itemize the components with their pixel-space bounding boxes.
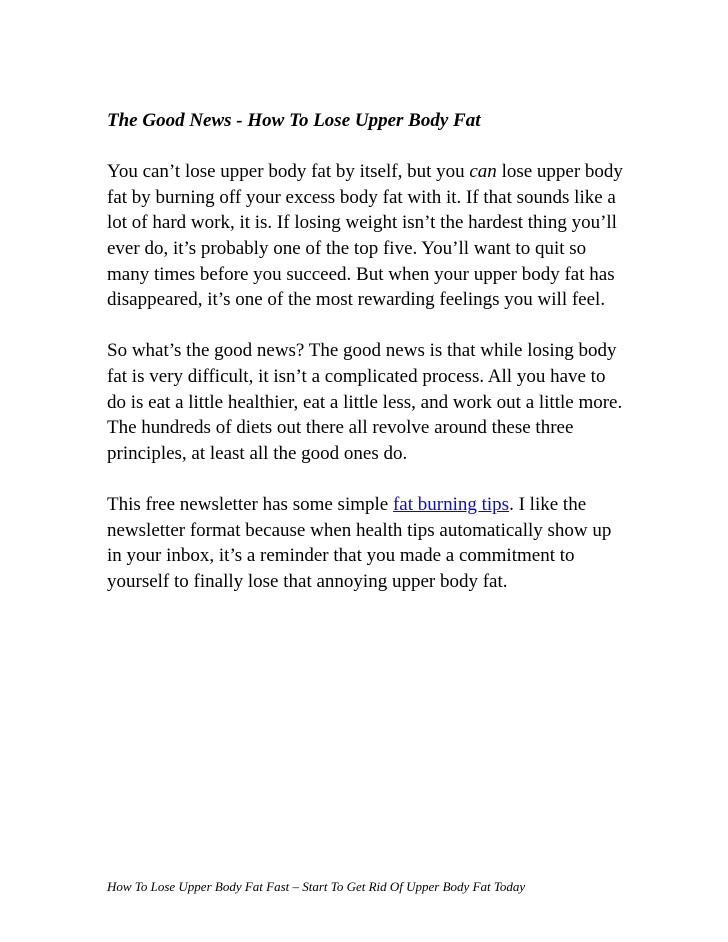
paragraph-newsletter bbox=[107, 492, 627, 594]
paragraph-good-news: So what’s the good news? The good news is that while losing body fat is very difficult, it isn’t a complicated process. All you have to do is eat a little healthier, eat a little less, and work out a little more. The hundreds of diets out there all revolve around these three principles, at least all the good ones do. bbox=[107, 340, 623, 464]
page-footer: How To Lose Upper Body Fat Fast – Start To Get Rid Of Upper Body Fat Today bbox=[107, 879, 526, 894]
emphasis-can: can bbox=[469, 161, 497, 183]
paragraph-intro bbox=[107, 159, 627, 313]
fat-burning-tips-link[interactable]: fat burning tips bbox=[392, 493, 510, 515]
document-body bbox=[107, 108, 627, 620]
paragraph-intro-text-start: You can’t lose upper body fat by itself, but you bbox=[107, 161, 470, 183]
document-title: The Good News - How To Lose Upper Body Fat bbox=[107, 110, 481, 131]
paragraph-newsletter-text-start: This free newsletter has some simple bbox=[107, 493, 393, 515]
paragraph-newsletter-text-end: . I like the newsletter format because when health tips automatically show up in your inbox, it’s a reminder that you made a commitment to yourself to finally lose that annoying upper body fat. bbox=[107, 493, 612, 592]
paragraph-intro-text-end: lose upper body fat by burning off your excess body fat with it. If that sounds like a lot of hard work, it is. If losing weight isn’t the hardest thing you’ll ever do, it’s probably one of the top five. You’ll want to quit so many times before you succeed. But when your upper body fat has disappeared, it’s one of the most rewarding feelings you will feel. bbox=[107, 161, 623, 311]
